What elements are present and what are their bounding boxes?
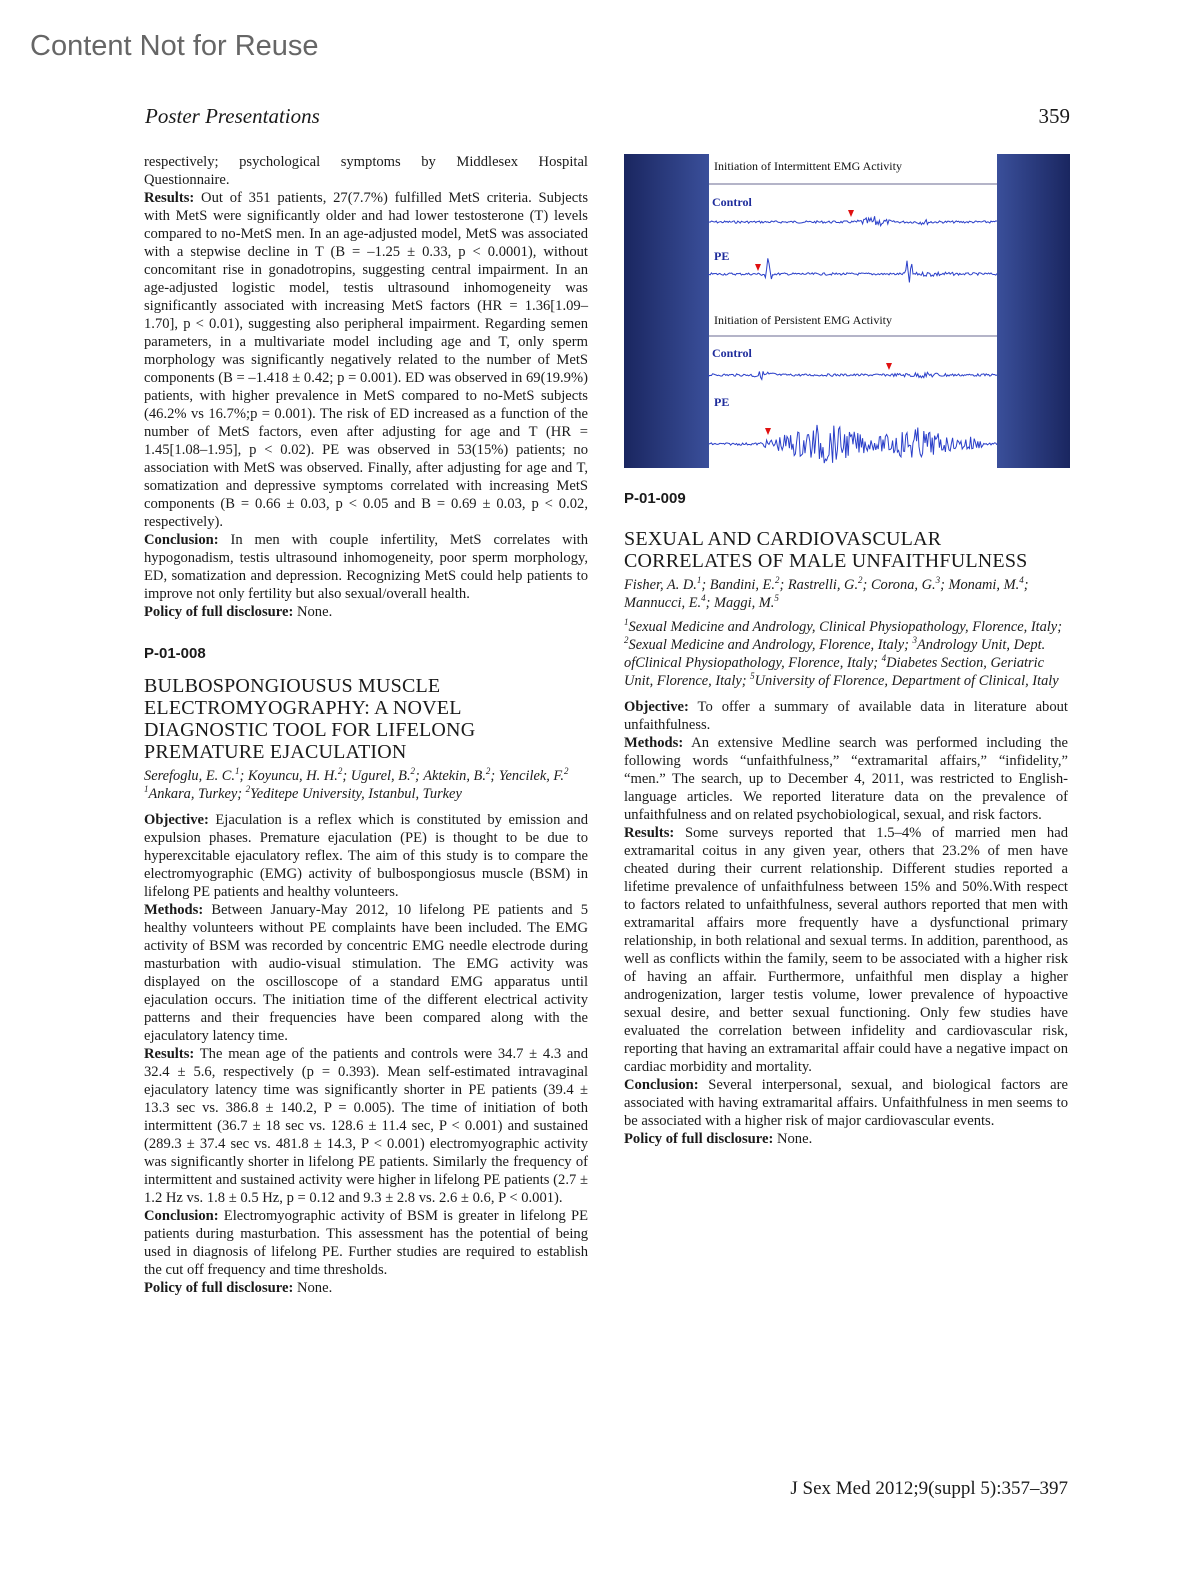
section-results: Results: Some surveys reported that 1.5–4% of married men had extramarital coitus in any given year, others that 23.2% of men have cheated during their current relationship. Different studies reported a lifetime prevalence of unfaithfulness between 15% and 50%.With respect to factors related to unfaithfulness, several authors reported that men with extramarital affairs more frequently have a dysfunctional primary relationship, in both relational and sexual terms. In addition, parenthood, as well as conflicts within the family, seem to be associated with a higher risk of having an affair. Furthermore, unfaithful men display a higher androgenization, larger testis volume, lower prevalence of hypoactive sexual desire, and better sexual functioning. Only few studies have evaluated the correlation between infidelity and cardiovascular risk, reporting that having an extramarital affair could have a negative impact on cardiac morbidity and mortality.: [624, 825, 1068, 1075]
figure-frame-right: [997, 154, 1070, 468]
abstract-id: P-01-008: [144, 645, 206, 662]
section-conclusion: Conclusion: Electromyographic activity of BSM is greater in lifelong PE patients during masturbation. This assessment has the potential of being used in diagnosis of lifelong PE. Further studies are required to establish the cut off frequency and time thresholds.: [144, 1208, 588, 1278]
abstract-title: SEXUAL AND CARDIOVASCULAR CORRELATES OF MALE UNFAITHFULNESS: [624, 528, 1028, 572]
panel-1-title: Initiation of Intermittent EMG Activity: [714, 159, 902, 173]
panel-2-trace-pe-label: PE: [714, 395, 730, 409]
panel-2-trace-control-label: Control: [712, 346, 752, 360]
affiliation-list: $^1$Sexual Medicine and Andrology, Clinical Physiopathology, Florence, Italy; $^2$Sexual Medicine and Andrology, Florence, Italy; $^3$Andrology Unit, Dept. ofClinical Physiopathology, Florence, Italy; $^4$Diabetes Section, Geriatric Unit, Florence, Italy; $^5$University of Florence, Department of Clinical, Italy: [624, 617, 1062, 689]
panel-1-trace-pe-label: PE: [714, 249, 730, 263]
author-list: Serefoglu, E. C.$^1$; Koyuncu, H. H.$^2$; Ugurel, B.$^2$; Aktekin, B.$^2$; Yencilek, F.$^2$: [144, 766, 569, 784]
section-disclosure: Policy of full disclosure: None.: [144, 1280, 333, 1296]
section-conclusion: Conclusion: Several interpersonal, sexual, and biological factors are associated with having extramarital affairs. Unfaithfulness in men seems to be associated with a higher risk of major cardiovascular events.: [624, 1077, 1068, 1129]
abstract-title: BULBOSPONGIOUSUS MUSCLE ELECTROMYOGRAPHY: A NOVEL DIAGNOSTIC TOOL FOR LIFELONG PREMATURE EJACULATION: [144, 675, 476, 763]
continuation-conclusion: Conclusion: In men with couple infertility, MetS correlates with hypogonadism, testis ultrasound inhomogeneity, poor sperm morphology, ED, somatization and depression. Recognizing MetS could help patients to improve not only fertility but also sexual/overall health.: [144, 532, 588, 602]
watermark: Content Not for Reuse: [30, 30, 319, 62]
left-column: [144, 153, 588, 1297]
author-list: Fisher, A. D.$^1$; Bandini, E.$^2$; Rastrelli, G.$^2$; Corona, G.$^3$; Monami, M.$^4$; Mannucci, E.$^4$; Maggi, M.$^5$: [624, 575, 1029, 611]
journal-footer: J Sex Med 2012;9(suppl 5):357–397: [790, 1478, 1068, 1499]
section-objective: Objective: To offer a summary of available data in literature about unfaithfulness.: [624, 699, 1068, 733]
continuation-text: respectively; psychological symptoms by Middlesex Hospital Questionnaire.: [144, 154, 588, 188]
figure-frame-left: [624, 154, 709, 468]
section-results: Results: The mean age of the patients and controls were 34.7 ± 4.3 and 32.4 ± 5.6, respectively (p = 0.393). Mean self-estimated intravaginal ejaculatory latency time was significantly shorter in PE patients (39.4 ± 13.3 sec vs. 386.8 ± 140.2, P = 0.005). The time of initiation of both intermittent (36.7 ± 18 sec vs. 128.6 ± 11.4 sec, P < 0.001) and sustained (289.3 ± 37.4 sec vs. 481.8 ± 14.3, P < 0.001) electromyographic activity was significantly shorter in lifelong PE patients. Similarly the frequency of intermittent and sustained activity were higher in lifelong PE patients (2.7 ± 1.2 Hz vs. 1.8 ± 0.5 Hz, p = 0.12 and 9.3 ± 2.8 vs. 2.6 ± 0.6, P < 0.001).: [144, 1046, 588, 1206]
abstract-id: P-01-009: [624, 490, 686, 507]
section-disclosure: Policy of full disclosure: None.: [624, 1131, 813, 1147]
affiliation-list: $^1$Ankara, Turkey; $^2$Yeditepe University, Istanbul, Turkey: [144, 784, 462, 802]
page-number: 359: [1038, 104, 1070, 128]
right-column: [624, 490, 1068, 1148]
emg-figure: [624, 154, 1070, 468]
running-head: Poster Presentations: [145, 104, 320, 128]
emg-figure-svg: [624, 154, 1070, 468]
continuation-results: Results: Out of 351 patients, 27(7.7%) fulfilled MetS criteria. Subjects with MetS were significantly older and had lower testosterone (T) levels compared to no-MetS men. In an age-adjusted model, MetS was associated with a stepwise decline in T (B = –1.25 ± 0.33, p < 0.0001), without concomitant rise in gonadotropins, suggesting central impairment. In an age-adjusted logistic model, testis ultrasound inhomogeneity was significantly associated with increasing MetS factors (HR = 1.36[1.09–1.70], p < 0.01), suggesting also peripheral impairment. Regarding semen parameters, in a multivariate model including age and T, only sperm morphology was significantly negatively related to the number of MetS components (B = –1.418 ± 0.42; p = 0.001). ED was observed in 69(19.9%) patients, with higher prevalence in MetS compared to no-MetS subjects (46.2% vs 16.7%;p = 0.001). The risk of ED increased as a function of the number of MetS factors, even after adjusting for age and T (HR = 1.45[1.08–1.95], p < 0.02). PE was observed in 53(15%) patients; no association with MetS was observed. Finally, after adjusting for age and T, somatization and depressive symptoms correlated with increasing MetS components (B = 0.66 ± 0.03, p < 0.05 and B = 0.69 ± 0.03, p < 0.02, respectively).: [144, 190, 588, 530]
section-objective: Objective: Ejaculation is a reflex which is constituted by emission and expulsion phases. Premature ejaculation (PE) is thought to be due to hyperexcitable ejaculatory reflex. The aim of this study is to compare the electromyographic (EMG) activity of bulbospongiosus muscle (BSM) in lifelong PE patients and healthy volunteers.: [144, 812, 588, 900]
section-methods: Methods: Between January-May 2012, 10 lifelong PE patients and 5 healthy volunteers without PE complaints have been included. The EMG activity of BSM was recorded by concentric EMG needle electrode during masturbation with audio-visual stimulation. The EMG activity was displayed on the oscilloscope of a standard EMG apparatus until ejaculation occurs. The initiation time of the different electrical activity patterns and their frequencies have been compared along with the ejaculatory latency time.: [144, 902, 588, 1044]
figure-panel-bg: [709, 154, 997, 468]
panel-2-title: Initiation of Persistent EMG Activity: [714, 313, 892, 327]
continuation-disclosure: Policy of full disclosure: None.: [144, 604, 333, 620]
section-methods: Methods: An extensive Medline search was performed including the following words “unfaithfulness,” “extramarital affairs,” “infidelity,” “men.” The search, up to December 4, 2011, was restricted to English-language articles. We reported literature data on the prevalence of unfaithfulness and on related psychobiological, sexual, and risk factors.: [624, 735, 1068, 823]
panel-1-trace-control-label: Control: [712, 195, 752, 209]
